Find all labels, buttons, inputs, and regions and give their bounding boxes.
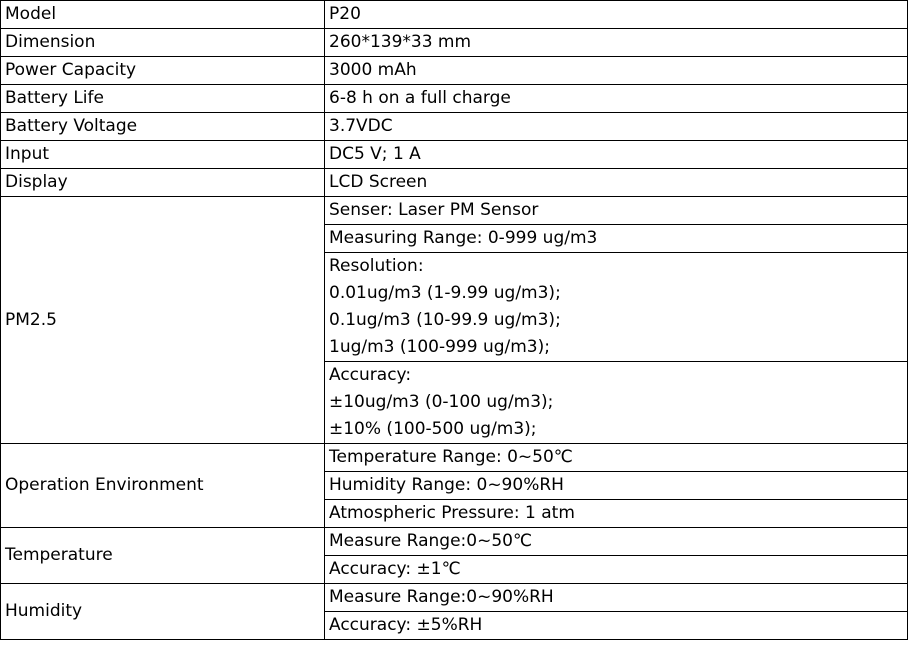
pm25-label: PM2.5 <box>1 197 325 444</box>
spec-label: Input <box>1 141 325 169</box>
operation-environment-label: Operation Environment <box>1 444 325 528</box>
spec-label: Battery Life <box>1 85 325 113</box>
spec-label: Model <box>1 1 325 29</box>
spec-value: Accuracy: ±1℃ <box>325 556 908 584</box>
spec-value: 6-8 h on a full charge <box>325 85 908 113</box>
spec-value: 3000 mAh <box>325 57 908 85</box>
spec-value: Humidity Range: 0~90%RH <box>325 472 908 500</box>
table-row-power-capacity <box>1 57 908 85</box>
temperature-label: Temperature <box>1 528 325 584</box>
spec-value: 260*139*33 mm <box>325 29 908 57</box>
resolution-line: 0.1ug/m3 (10-99.9 ug/m3); <box>329 310 561 330</box>
table-row-pm25-senser <box>1 197 908 225</box>
table-row-temperature-range <box>1 528 908 556</box>
accuracy-line: ±10% (100-500 ug/m3); <box>329 419 537 439</box>
table-row-battery-life <box>1 85 908 113</box>
accuracy-line: Accuracy: <box>329 365 412 385</box>
spec-value: 3.7VDC <box>325 113 908 141</box>
spec-value: Measure Range:0~90%RH <box>325 584 908 612</box>
resolution-line: 0.01ug/m3 (1-9.99 ug/m3); <box>329 283 561 303</box>
spec-label: Power Capacity <box>1 57 325 85</box>
spec-value: P20 <box>325 1 908 29</box>
spec-label: Dimension <box>1 29 325 57</box>
pm25-resolution <box>325 253 908 362</box>
spec-value: LCD Screen <box>325 169 908 197</box>
table-row-input <box>1 141 908 169</box>
table-row-model <box>1 1 908 29</box>
resolution-line: 1ug/m3 (100-999 ug/m3); <box>329 337 550 357</box>
spec-value: Temperature Range: 0~50℃ <box>325 444 908 472</box>
table-row-dimension <box>1 29 908 57</box>
accuracy-line: ±10ug/m3 (0-100 ug/m3); <box>329 392 554 412</box>
spec-label: Display <box>1 169 325 197</box>
spec-label: Battery Voltage <box>1 113 325 141</box>
resolution-line: Resolution: <box>329 256 424 276</box>
table-row-display <box>1 169 908 197</box>
humidity-label: Humidity <box>1 584 325 640</box>
spec-value: Measure Range:0~50℃ <box>325 528 908 556</box>
pm25-measuring-range: Measuring Range: 0-999 ug/m3 <box>325 225 908 253</box>
table-row-humidity-range <box>1 584 908 612</box>
pm25-senser: Senser: Laser PM Sensor <box>325 197 908 225</box>
table-row-battery-voltage <box>1 113 908 141</box>
pm25-accuracy <box>325 362 908 444</box>
spec-value: Accuracy: ±5%RH <box>325 612 908 640</box>
spec-value: DC5 V; 1 A <box>325 141 908 169</box>
spec-value: Atmospheric Pressure: 1 atm <box>325 500 908 528</box>
table-row-operation-temperature <box>1 444 908 472</box>
